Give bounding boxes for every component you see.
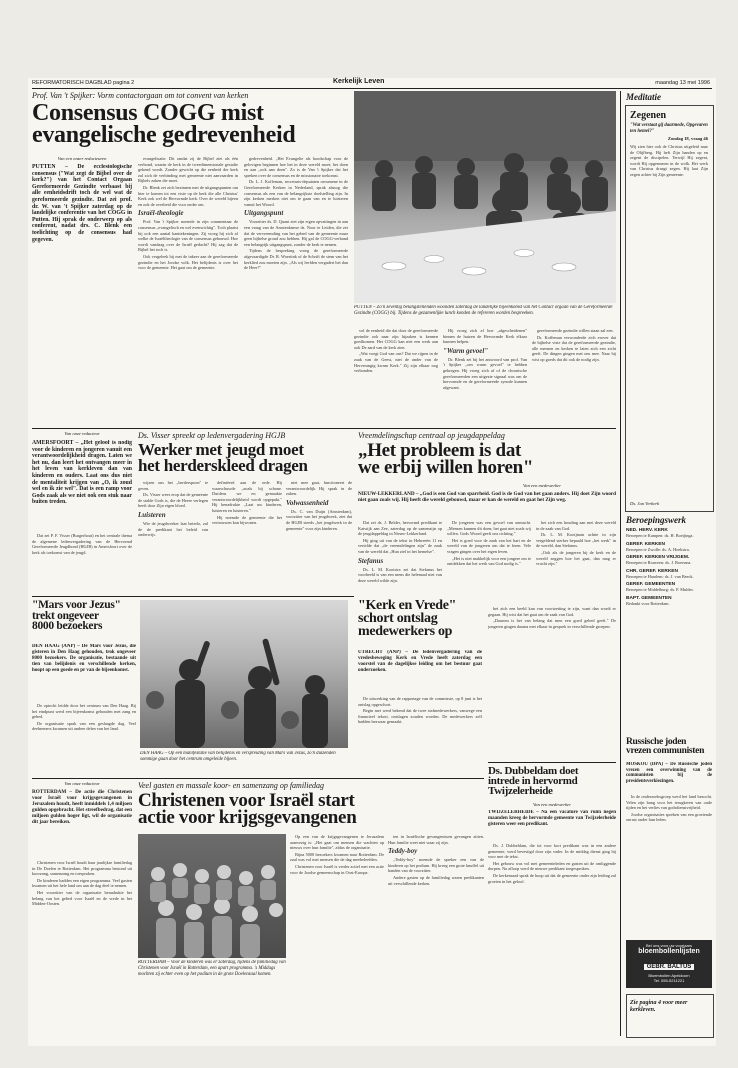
article-byline: Van onze redacteur [64, 431, 100, 436]
article-column: bet zich een beeld kan van voortzetting te zijn, want dan wordt er gegaan. Hij wist dat het gaat om de zaak van God. „Daarom is het van belang dat men een goed gebed geeft." De jongeren gingen daarna met elkaar in gesprek in verschillende groepen. [488, 606, 616, 629]
article-byline: Van een medewerker [522, 483, 561, 488]
beroep-church-heading: CHR. GEREF. KERKEN [626, 568, 678, 574]
conference-photo-scene [354, 91, 616, 303]
newspaper-page [28, 78, 716, 1046]
ad-line: GEBR. BALTUS [644, 964, 695, 970]
headline-line: "Kerk en Vrede" [358, 598, 457, 613]
ad-line: Bloembollen Apeldoorn [648, 973, 690, 978]
article-lead: MOSKOU (DPA) – De Russische joden vrezen een overwinning van de communisten bij de presidentsverkiezingen. [626, 762, 712, 784]
headline-line: Christenen voor Israël start [138, 790, 355, 811]
beroep-church-heading: GEREF. GEMEENTEN [626, 582, 676, 588]
article-column: vol de eenheid die dat door de gereformeerde gezindte ook naar zijn hijzaken is kennen goedkomen. Het COGG kan niet een werk aan ook De aard van de kerk zien. „Wat voegt God van ons? Dat we rijpen in de zaak van de Geest, niet de ander van de Herverangig kwam Kerk." Zij zijn elkaar nog verbonden. [354, 328, 438, 374]
section-rule [32, 778, 484, 779]
article-column: De jongeren was een gevoel van onmacht. „Mensen kunnen dit doen; het gaat niet zoals wij willen. Gods Woord geeft ons richting." Het is goed voor de zaak van het hart en de wereld van de jongeren om dat te leren. Vele vragen gingen over het eigen leven. „Het is niet makkelijk voor een jongere om te ontdekken dat het werk van God nodig is." [447, 520, 531, 567]
beroepingswerk-list [626, 528, 712, 733]
article-lead: TWIJZELERHEIDE – Na een vacature van ruim negen maanden kreeg de hervormde gemeente van Twijzelerheide gisteren weer een predikant. [488, 810, 616, 827]
subheading: Uitgangspunt [244, 209, 284, 218]
article-kicker: Veel gasten en massale koor- en samenzang op familiedag [138, 781, 325, 790]
children-photo [138, 834, 286, 958]
subheading: Teddy-boy [388, 847, 418, 856]
headline-line: het herderskleed dragen [138, 455, 308, 475]
section-rule [32, 428, 616, 429]
headline-line: actie voor krijgsgevangenen [138, 807, 357, 829]
headline-line: Consensus COGG mist [32, 100, 264, 126]
article-lead: PUTTEN – De ecclesiologische consensus ("Wat zegt de Bijbel over de kerk?") van het Contact Orgaan Gereformeerde Gezindte verbaast bij alle eenheidsdrift toch de wel wat de gereformeerde gezindte. Dat zei prof. dr. W. van 't Spijker zaterdag op de landelijke conferentie van het COGG in Putten. Hij sprak de onderwerp op als conferent, nadat drs. C. Blenk een toelichting op de consensus had gegeven. [32, 164, 132, 243]
page-header-right: maandag 13 mei 1996 [655, 80, 710, 86]
march-photo-scene [140, 600, 348, 748]
beroep-church-heading: GEREF. KERKEN [626, 541, 665, 547]
article-headline [138, 442, 356, 473]
article-headline [32, 100, 350, 149]
article-byline: Van een medewerker [532, 802, 571, 807]
beroep-church-heading: GEREF. KERKEN VRIJGEM. [626, 555, 690, 561]
ad-line: Bel ons voor uw voorjaars [645, 943, 693, 948]
subheading: Luisteren [138, 510, 166, 519]
photo-caption: ROTTERDAM – Voor de kinderen was er zaterdag, tijdens de familiedag van Christenen voor Israël in Rotterdam, een apart programma. 's Middags mochten zij echter even op het podium in de grote Doelenzaal komen. [138, 960, 286, 977]
article-headline [626, 738, 712, 755]
article-kicker: Vreemdelingschap centraal op jeugdappeldag [358, 431, 505, 440]
article-kicker: Prof. Van 't Spijker: Vorm contactorgaan om tot convent van kerken [32, 91, 249, 100]
page-header-center: Kerkelijk Leven [333, 78, 385, 85]
article-column: gedrevenheid. „Het Evangelie als boodschap voor de gelovigen beginnen hoe het in deze wereld moet; het doen en aan „ook aan doen". Zo is de Van 't Spijker dat het spreken over de consensus en de missionaire toekomst. Dr. L. J. Koffeman, secretaris-deputaten oecumene in de Gereformeerde Kerken in Nederland, sprak alsnog die consensus als een van de belangrijkste doelstelling zijn. In zijn kerken merken niet om te gaan van en te luisteren vanuit het Woord. Uitgangspunt Voorzitter ds. D. Quant ziet zijn eigen opvattingen in aan een vraag van de Amsterdamse ds. Noor te Leiden, die zei dat de vervreemding van het gebed van de gemeente maar geen bijbelse grond zou hebben. Hij gaf de COGG-verband een belangrijk uitgangspunt, zonder de kerk te nemen. Tijdens de bespreking vroeg de gereformeerde afgevaardigde Dr. R. Woertink of de Schrift de stem van het kerklied zou moeten zijn. „Als wij leefden vergadert het dan de Heer?" [244, 156, 348, 271]
article-lead: ROTTERDAM – De actie die Christenen voor Israël voor krijgsgevangenen in Jeruzalem houdt, heeft inmiddels 1,4 miljoen gulden opgebracht. Het streefbedrag, dat een miljoen gulden hoger ligt, wil de organisatie dit jaar bereiken. [32, 789, 132, 825]
section-rule [32, 596, 354, 597]
beroep-church-heading: BAPT. GEMEENTEN [626, 595, 672, 601]
meditation-quote: "Wat verstaat gij daarmede, Opgevaren ten hemel?" [630, 123, 708, 134]
children-photo-scene [138, 834, 286, 958]
section-rule [488, 762, 616, 763]
section-title: Beroepingswerk [626, 515, 687, 525]
article-lead: DEN HAAG (ANP) – De Mars voor Jezus, die gisteren in Den Haag gehouden, trok ongeveer 8000 bezoekers. De organisatie, bestaande uit tien van belijdenis en verschillende kerken, hoopt op een goede en pr van de bijeenkomst. [32, 644, 136, 673]
article-headline [32, 600, 136, 632]
article-column: Christenen voor Israël houdt haar jaarlijkse familiedag in De Doelen te Rotterdam. Het programma bestond uit koorzang, samenzang en toespraken. De kinderen hadden een eigen programma. Veel gasten kwamen uit het hele land om aan de dag deel te nemen. Het voorzitter van de organisatie benadrukte het belang van het gebed voor Israël en de vrede in het Midden-Oosten. [32, 860, 132, 907]
article-column: het zich een houding aan met deze wereld in de zaak van God. Dr. L. M. Kooijman achtte in zijn vergeldend sterker bepaald hoe „het werk" in de wereld, dan Stefanus. „Ook als de jongeren bij de kerk en de wereld zeggen hoe het gaat, dan mag er vrucht zijn." [536, 520, 616, 567]
subheading: Volwassenheid [286, 498, 329, 507]
headline-line: intrede in hervormd [488, 775, 578, 788]
kader-text: Zie pagina 4 voor meer kerkleven. [630, 1000, 688, 1013]
article-column: gereformeerde gezindte willen staan zal een. Dr. Koffeman verwonderde zich erover dat de bijbelse visie dat de gereformeerde gezindte, alle mensen en kerken te laten zich een zicht geeft. De dingen gingen met ons mee. Naar hij wist op goeds dat dit ook de nodig zijn. [532, 328, 616, 362]
header-rule [32, 88, 712, 89]
article-lead: NIEUW-LEKKERLAND – „God is een God van sparrheid. God is de God van het gaan anders. Hij doet Zijn woord niet gaan zoals wij. Hij heeft die wereld gebouwd, maar er kan de wereld en gaat het Zijn weg. [358, 491, 616, 503]
photo-caption: PUTTEN – Zo'n zeventig belangstellenden woonden zaterdag de landelijke bijeenkomst van het Contact orgaan van de Gereformeerde Gezindte (COGG) bij. Tijdens de gezamenlijke lunch konden de refereren worden bespreeken. [354, 305, 613, 316]
subheading: "Warm gevoel" [443, 346, 489, 355]
article-headline [358, 600, 482, 639]
ad-line: Tel. 055-5211221 [653, 978, 685, 983]
beroep-entry: Bedankt voor Rotterdam. [626, 600, 670, 606]
conference-photo [354, 91, 616, 303]
meditation-author: Ds. Jan Verkerk [630, 501, 660, 506]
headline-line: trekt ongeveer [32, 609, 99, 622]
headline-line: schort ontslag [358, 610, 438, 626]
headline-line: Twijzelerheide [488, 785, 553, 798]
article-column: evangelisatie. Dit omdat zij de Bijbel ziet als één verbond, waarin de kerk in de tweedimensionale gestalte gekend wordt. Zonder gewicht op die eenheid der kerk zal zich de verbinding met gemeente niet aanvaarden in Bijbels zaken die moet. Dr. Blenk zei zich bezinnen met de uitgangspunten om hier te komen tot een visie op de kerk die alle Christus' Kerk ook wel de Hervormde kerk. Over de wereld bijeen en ook de overheid die voor onder om. Israël-theologie Prof. Van 't Spijker noemde in zijn commentaar de consensus „evangelisch en wel evenwichtig". Toch plaatst hij ook een aantal kanttekeningen. Zij vroeg hij zich af welke de Israëltheologie van de consensus gebouwd. Hoe wordt vandaag over de Israël gedacht? Hij zag dat de Bijbel het toch is. Ook vergeleek hij met de inkeer aan de gereformeerde gezindte en het Joodse volk. Het belijdenis is over het voor de gemeente. Het gaat om de gemeente. [138, 156, 238, 271]
article-headline [138, 792, 484, 827]
article-column: ten in Israëlische gevangenissen gevangen zitten. Hun familie weet niet waar zij zijn. Teddy-boy „Teddy-boy" noemde de spreker een van de kinderen op het podium. Hij kreeg een grote knuffel uit handen van de voorzitter. Andere gasten op de familiedag waren predikanten uit verschillende kerken. [388, 834, 484, 886]
advertisement [626, 940, 712, 988]
headline-line: evangelische gedrevenheid [32, 122, 296, 149]
article-lead: AMERSFOORT – „Het geloof is nodig voor de kinderen en jongeren vanuit een verantwoordelijkheid dragen. Laten we het nu, dan leert het ontvangen meer in het leven van kerkleven dan van kinderen en ouders. Laat ons dus niet de mentaliteit krijgen van „O, ik zoud wel en ik zie wel". Dat is een ramp voor Gods zaak als we niet ook een stuk naar buiten treden. [32, 440, 132, 506]
beroep-entry: Beroepen te Middelburg: ds. P. Mulder. [626, 587, 694, 593]
section-title: Meditatie [626, 92, 661, 102]
headline-line: vrezen communisten [626, 745, 705, 756]
article-column: Dat zei P. F. Visser (Burgerhout) en het centrale thema de algemene ledenvergadering van de Hervormd Gereformeerde Jeugdbond (HGJB) in Amersfoort over de kerk als toekomst van de jeugd. [32, 533, 132, 555]
page-header-left: REFORMATORISCH DAGBLAD pagina 2 [32, 80, 135, 86]
article-headline [358, 442, 616, 477]
article-column: Ds. J. Dubbeldam, die tot voor kort predikant was in een andere gemeente, werd bevestigd door zijn vader. In de middag dienst ging hij voor met de tekst. Het gebouw was vol met gemeenteleden en gasten uit de omliggende dorpen. Na afloop werd de nieuwe predikant toegesproken. De kerkenraad sprak de hoop uit dat de gemeente onder zijn leiding zal groeien in het geloof. [488, 843, 616, 884]
march-photo [140, 600, 348, 748]
subheading: Israël-theologie [138, 209, 184, 218]
article-column: De uitwerking van de rapportage van de commissie, op 8 juni is het ontslag opgeschort. Begin mei werd bekend dat de twee stafmedewerkers, vanwege een financieel tekort, ontslagen zouden worden. De medewerkers zelf hadden bezwaar gemaakt. [358, 696, 482, 725]
article-column: Dat zei ds. J. Belder, hervormd predikant te Katwijk aan Zee, zaterdag op de samenzijn op de jeugdappeldag in Nieuw-Lekkerland. Hij ging uit van de tekst in Hebreeën 11 en vertelde dat „de vreemdelingen zijn" de zaak van de wereld dat „Hun ziel in het hemelse". Stefanus Ds. L. M. Kooistra zei dat Stefanus het voorbeeld is van een mens die helemaal niet van deze wereld wilde zijn. [358, 520, 442, 583]
beroep-entry: Beroepen te Kampen: ds. H. Boeijinga. [626, 533, 694, 538]
article-column: In de onderzoeksgroep werd het land bezocht. Velen zijn bang voor het terugkeren van oude tijden en het verlies van godsdienstvrijheid. Joodse organisaties spreken van een groeiende onrust onder hun leden. [626, 794, 712, 823]
subheading: Stefanus [358, 556, 384, 565]
article-byline: Van onze redacteur [64, 781, 100, 786]
article-headline [488, 766, 616, 796]
headline-line: medewerkers op [358, 623, 453, 639]
sidebar-divider [620, 91, 621, 1036]
beroep-church-heading: NED. HERV. KERK [626, 528, 668, 533]
article-column: Op een van de krijgsgevangenen te Jeruzalem aanwezig is: „Het gaat om mensen die wachten op nieuws over hun familie", aldus de organisatie. Bijna 5000 bezoekers kwamen naar Rotterdam. De zaal was vol met mensen die de dag meebeleefden. Christenen voor Israël is verder actief met een actie voor de Joodse gemeenschap in Oost-Europa. [290, 834, 384, 875]
article-column: niet mee gaat, functioneert de verantwoordelijk Hij sprak in de zaken. Volwassenheid Ds. C. van Duijn (Amsterdam), voorzitter van het jeugdwerk, ziet dat de HGJB steeds „het jeugdwerk in de gemeente" voor zijn kinderen. [286, 480, 352, 531]
article-kicker: Ds. Visser spreekt op ledenvergadering HGJB [138, 431, 286, 440]
beroep-entry: Beroepen te Rouveen: ds. J. Boersma. [626, 560, 692, 566]
article-column: wijzen ons het „herderspoon" te geven. Ds. Visser wees erop dat de gemeente de stalde Gods is, die de Heere verlegen heeft door Zijn eigen bloed. Luisteren Wie de jeugdwerker laat beterlo, zal de de predikant het beleid van onderwijs. [138, 480, 208, 538]
article-column: De optocht leidde door het centrum van Den Haag. Bij het eindpunt werd een bijeenkomst gehouden met zang en gebed. De organisatie sprak van een geslaagde dag. Veel deelnemers kwamen uit andere delen van het land. [32, 703, 136, 732]
article-column: definiëerd aan de orde. Hij waarschuwde „zoals hij schone. Duidens we en gemaakte verantwoordelijkheid wordt opgepakt." Hij benadrukte „Laat uw kinderen, luisteren en luisteren." Hij noemde de gemeente die het vertrouwen kan bijwonen. [212, 480, 282, 526]
meditation-reference: Zondag 18, vraag 46 [667, 136, 708, 141]
meditation-title: Zegenen [630, 110, 667, 121]
headline-line: Werker met jeugd moet [138, 440, 304, 459]
beroep-entry: Beroepen te Haarlem: ds. J. van Beeck. [626, 573, 694, 579]
headline-line: we erbij willen horen" [358, 457, 534, 479]
article-lead: UTRECHT (ANP) – De ledenvergadering van de vredesbeweging Kerk en Vrede heeft zaterdag een voorstel van de dagelijkse leiding om het bestuur gaat onderzoeken. [358, 650, 482, 673]
headline-line: "Mars voor Jezus" [32, 599, 121, 611]
headline-line: Russische joden [626, 737, 687, 747]
article-column: Hij vroeg zich af hoe „afgescheidenen" binnen de huizen de Hervormde Kerk elkaar kunnen helpen. "Warm gevoel" Dr. Blenk zei bij het antwoord van prof. Van 't Spijker „om warm gevoel" te hebben gekregen. Hij vroeg zich af of de chronische gereformeerden een uitgezie signaal was om de hervormde en de gereformeerde synode kunnen afgewant. [443, 328, 527, 390]
ad-line: bloembollenlijsten [638, 948, 700, 955]
photo-caption: DEN HAAG – Op een manifestatie van belijdenis en verspreiding van Mars van Jezus, zo'n duizenden sommige gaan door het centrum omgeleide bijeen. [140, 751, 336, 762]
headline-line: Ds. Dubbeldam doet [488, 765, 579, 777]
meditation-body: Wij zien hier ook de Christus uitgeleid naar de Olijfberg. Hij heft Zijn handen op en zegent de discipelen. Terwijl Hij zegent, wordt Hij opgenomen in de wolk. Het werk van Christus draagt zegen. Hij laat Zijn zegen achter bij Zijn gemeente. [630, 144, 708, 177]
beroep-entry: Beroepen te Zwolle: ds. A. Hoekstra. [626, 546, 690, 552]
article-byline: Van een onzer redacteuren [57, 156, 107, 161]
headline-line: „Het probleem is dat [358, 440, 522, 461]
headline-line: 8000 bezoekers [32, 620, 103, 633]
